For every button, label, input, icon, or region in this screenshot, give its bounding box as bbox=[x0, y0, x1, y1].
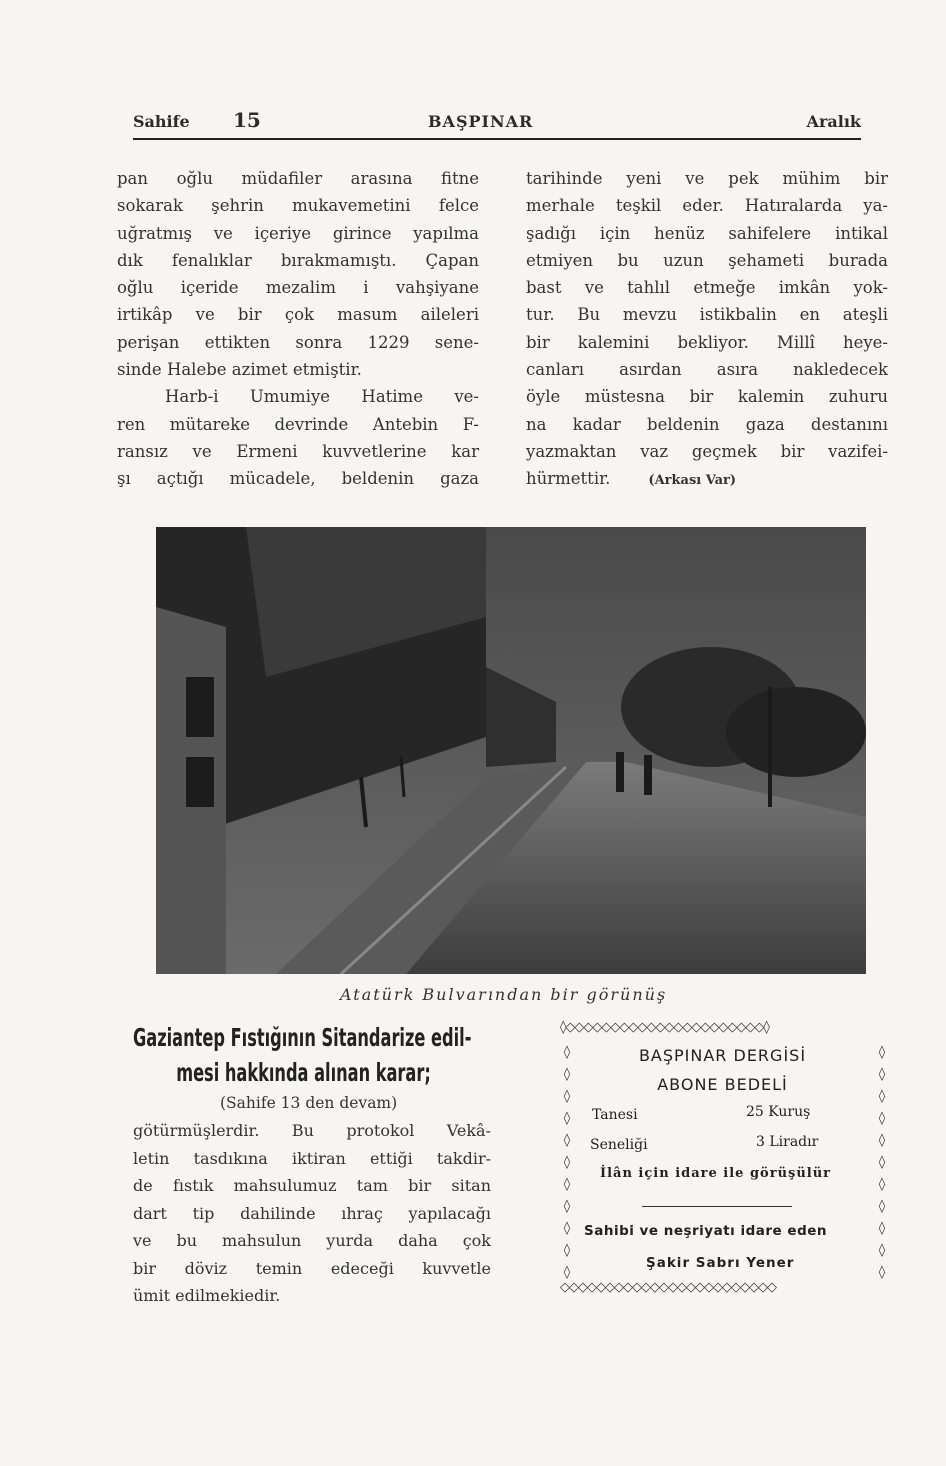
header-magazine-title: BAŞPINAR bbox=[428, 112, 534, 131]
header-month: Aralık bbox=[806, 112, 861, 131]
text-line: perişan ettikten sonra 1229 sene- bbox=[117, 332, 479, 352]
text-line: oğlu içeride mezalim i vahşiyane bbox=[117, 278, 479, 298]
continued-from-note: (Sahife 13 den devam) bbox=[220, 1094, 398, 1112]
owner-label: Sahibi ve neşriyatı idare eden bbox=[584, 1223, 827, 1239]
diamond-border-bottom: ◇◇◇◇◇◇◇◇◇◇◇◇◇◇◇◇◇◇◇◇◇◇◇◇ bbox=[560, 1280, 776, 1295]
text-line: ransız ve Ermeni kuvvetlerine kar bbox=[117, 441, 479, 461]
text-line: dart tip dahilinde ıhraç yapılacağı bbox=[133, 1203, 491, 1223]
text-line: öyle müstesna bir kalemin zuhuru bbox=[526, 387, 888, 407]
boulevard-photo bbox=[156, 527, 866, 974]
photo-caption: Atatürk Bulvarından bir görünüş bbox=[340, 985, 668, 1004]
article-body bbox=[133, 1117, 491, 1310]
box-fee-title: ABONE BEDELİ bbox=[657, 1075, 788, 1094]
text-line-end: hürmettir. bbox=[526, 469, 611, 489]
text-line-last bbox=[526, 465, 888, 494]
text-line: canları asırdan asıra nakledecek bbox=[526, 360, 888, 380]
text-line: ümit edilmekiedir. bbox=[133, 1286, 281, 1305]
article-title bbox=[133, 1020, 472, 1090]
text-line: bast ve tahlıl etmeğe imkân yok- bbox=[526, 278, 888, 298]
text-line: bir kalemini bekliyor. Millî heye- bbox=[526, 332, 888, 352]
page-header bbox=[133, 108, 861, 140]
text-line: tur. Bu mevzu istikbalin en ateşli bbox=[526, 305, 888, 325]
right-text-column bbox=[526, 165, 888, 495]
text-line: şı açtığı mücadele, beldenin gaza bbox=[117, 469, 479, 489]
diamond-border-left: ◊ ◊ ◊ ◊ ◊ ◊ ◊ ◊ ◊ ◊ ◊ bbox=[563, 1045, 571, 1280]
text-line: irtikâp ve bir çok masum aileleri bbox=[117, 305, 479, 325]
text-line: etmiyen bu uzun şehameti burada bbox=[526, 250, 888, 270]
text-line: yazmaktan vaz geçmek bir vazifei- bbox=[526, 441, 888, 461]
text-line: na kadar beldenin gaza destanını bbox=[526, 414, 888, 434]
article-title-line1: Gaziantep Fıstığının Sitandarize edil- bbox=[133, 1023, 472, 1052]
box-magazine-title: BAŞPINAR DERGİSİ bbox=[638, 1046, 807, 1065]
text-line: de fıstık mahsulumuz tam bir sitan bbox=[133, 1176, 491, 1195]
diamond-border-right: ◊ ◊ ◊ ◊ ◊ ◊ ◊ ◊ ◊ ◊ ◊ bbox=[878, 1045, 886, 1280]
box-divider bbox=[642, 1206, 792, 1207]
text-line: götürmüşlerdir. Bu protokol Vekâ- bbox=[133, 1121, 491, 1140]
header-page-number: 15 bbox=[233, 108, 261, 132]
text-line: Harb-i Umumiye Hatime ve- bbox=[165, 387, 479, 407]
single-issue-price: 25 Kuruş bbox=[746, 1104, 811, 1120]
text-line: pan oğlu müdafiler arasına fitne bbox=[117, 169, 479, 188]
article-title-line2: mesi hakkında alınan karar; bbox=[176, 1058, 431, 1087]
yearly-price: 3 Liradır bbox=[756, 1134, 819, 1150]
text-line: dık fenalıklar bırakmamıştı. Çapan bbox=[117, 250, 479, 270]
owner-name: Şakir Sabrı Yener bbox=[646, 1255, 795, 1271]
text-line: ve bu mahsulun yurda daha çok bbox=[133, 1231, 491, 1250]
diamond-border-top: ◊◇◇◇◇◇◇◇◇◇◇◇◇◇◇◇◇◇◇◇◇◇◇◊ bbox=[560, 1020, 769, 1035]
text-line: sinde Halebe azimet etmiştir. bbox=[117, 360, 362, 380]
continued-note: (Arkası Var) bbox=[648, 473, 737, 489]
text-line: merhale teşkil eder. Hatıralarda ya- bbox=[526, 196, 888, 216]
header-sahife-label: Sahife bbox=[133, 112, 190, 131]
text-line: ren mütareke devrinde Antebin F- bbox=[117, 414, 479, 434]
ads-note: İlân için idare ile görüşülür bbox=[600, 1166, 832, 1181]
subscription-box bbox=[560, 1020, 885, 1296]
text-line: sokarak şehrin mukavemetini felce bbox=[117, 196, 479, 216]
text-line: bir döviz temin edeceği kuvvetle bbox=[133, 1258, 491, 1278]
single-issue-label: Tanesi bbox=[592, 1107, 638, 1123]
text-line: letin tasdıkına iktiran ettiği takdir- bbox=[133, 1148, 491, 1168]
left-text-column bbox=[117, 165, 479, 493]
text-line: uğratmış ve içeriye girince yapılma bbox=[117, 223, 479, 243]
text-line: şadığı için henüz sahifelere intikal bbox=[526, 223, 888, 243]
yearly-label: Seneliği bbox=[590, 1137, 648, 1153]
text-line: tarihinde yeni ve pek mühim bir bbox=[526, 169, 888, 188]
